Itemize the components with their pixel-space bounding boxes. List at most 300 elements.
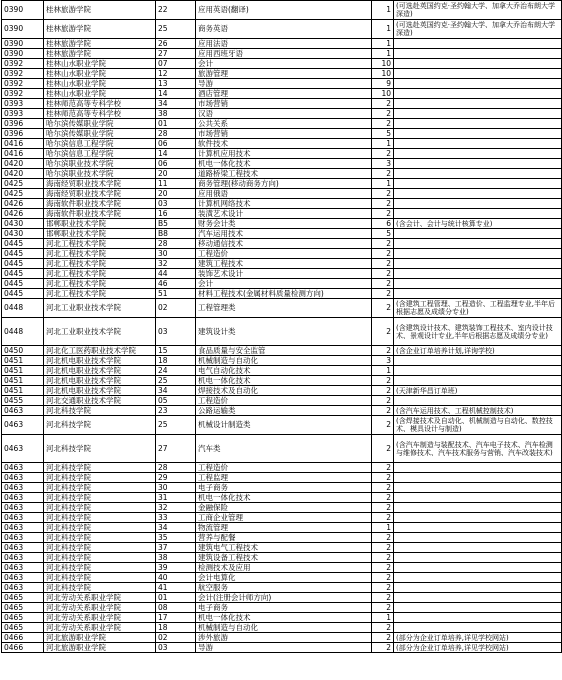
note-cell (394, 523, 562, 533)
school-name-cell: 河北工程技术学院 (44, 269, 156, 279)
major-code-cell: 34 (156, 523, 196, 533)
quota-cell: 2 (372, 503, 394, 513)
school-name-cell: 海南经贸职业技术学院 (44, 179, 156, 189)
school-code-cell: 0445 (2, 259, 44, 269)
major-name-cell: 机电一体化技术 (196, 159, 372, 169)
school-name-cell: 海南软件职业技术学院 (44, 199, 156, 209)
note-cell (394, 149, 562, 159)
school-code-cell: 0465 (2, 603, 44, 613)
note-cell (394, 139, 562, 149)
school-name-cell: 河北工程技术学院 (44, 259, 156, 269)
quota-cell: 2 (372, 563, 394, 573)
major-code-cell: 24 (156, 366, 196, 376)
school-name-cell: 海南软件职业技术学院 (44, 209, 156, 219)
school-name-cell: 哈尔滨职业技术学院 (44, 169, 156, 179)
major-code-cell: B8 (156, 229, 196, 239)
major-code-cell: 31 (156, 493, 196, 503)
school-name-cell: 河北机电职业技术学院 (44, 386, 156, 396)
school-code-cell: 0430 (2, 219, 44, 229)
quota-cell: 1 (372, 49, 394, 59)
quota-cell: 1 (372, 1, 394, 20)
note-cell (394, 69, 562, 79)
major-code-cell: 38 (156, 109, 196, 119)
quota-cell: 10 (372, 59, 394, 69)
school-name-cell: 桂林师范高等专科学校 (44, 99, 156, 109)
table-row (2, 643, 562, 653)
school-code-cell: 0445 (2, 249, 44, 259)
school-code-cell: 0390 (2, 20, 44, 39)
table-row (2, 613, 562, 623)
school-code-cell: 0426 (2, 209, 44, 219)
quota-cell: 1 (372, 366, 394, 376)
table-row (2, 1, 562, 20)
table-row (2, 463, 562, 473)
table-row (2, 189, 562, 199)
quota-cell: 2 (372, 99, 394, 109)
school-code-cell: 0445 (2, 269, 44, 279)
note-cell (394, 503, 562, 513)
note-cell (394, 89, 562, 99)
quota-cell: 2 (372, 513, 394, 523)
table-row (2, 396, 562, 406)
quota-cell: 5 (372, 229, 394, 239)
school-code-cell: 0392 (2, 89, 44, 99)
major-name-cell: 道路桥梁工程技术 (196, 169, 372, 179)
school-code-cell: 0463 (2, 533, 44, 543)
quota-cell: 2 (372, 119, 394, 129)
school-name-cell: 桂林师范高等专科学校 (44, 109, 156, 119)
table-row (2, 279, 562, 289)
table-row (2, 543, 562, 553)
major-code-cell: 46 (156, 279, 196, 289)
note-cell (394, 269, 562, 279)
note-cell (394, 229, 562, 239)
table-row (2, 473, 562, 483)
quota-cell: 10 (372, 69, 394, 79)
school-name-cell: 桂林山水职业学院 (44, 69, 156, 79)
quota-cell: 1 (372, 523, 394, 533)
major-name-cell: 工程造价 (196, 249, 372, 259)
school-name-cell: 河北科技学院 (44, 533, 156, 543)
major-code-cell: 16 (156, 209, 196, 219)
school-code-cell: 0448 (2, 299, 44, 318)
major-name-cell: 会计(注册会计师方向) (196, 593, 372, 603)
school-code-cell: 0463 (2, 573, 44, 583)
major-name-cell: 电子商务 (196, 603, 372, 613)
major-code-cell: 18 (156, 356, 196, 366)
quota-cell: 2 (372, 435, 394, 463)
major-name-cell: 应用法语 (196, 39, 372, 49)
major-name-cell: 电子商务 (196, 483, 372, 493)
note-cell: (含汽车制造与装配技术、汽车电子技术、汽车检测与维修技术、汽车技术服务与营销、汽车改装技术) (394, 435, 562, 463)
note-cell (394, 109, 562, 119)
major-name-cell: 酒店管理 (196, 89, 372, 99)
quota-cell: 2 (372, 259, 394, 269)
major-name-cell: 建筑设备工程技术 (196, 553, 372, 563)
note-cell: (可选赴英国约克·圣约翰大学、加拿大乔治布朗大学深造) (394, 20, 562, 39)
major-name-cell: 计算机应用技术 (196, 149, 372, 159)
quota-cell: 2 (372, 169, 394, 179)
school-name-cell: 河北科技学院 (44, 503, 156, 513)
major-name-cell: 食品质量与安全监管 (196, 346, 372, 356)
note-cell: (可选赴英国约克·圣约翰大学、加拿大乔治布朗大学深造) (394, 1, 562, 20)
school-code-cell: 0390 (2, 49, 44, 59)
table-row (2, 376, 562, 386)
table-row (2, 366, 562, 376)
table-row (2, 356, 562, 366)
school-name-cell: 河北劳动关系职业学院 (44, 613, 156, 623)
school-name-cell: 河北劳动关系职业学院 (44, 603, 156, 613)
school-code-cell: 0465 (2, 593, 44, 603)
school-name-cell: 河北科技学院 (44, 523, 156, 533)
quota-cell: 2 (372, 643, 394, 653)
major-code-cell: 38 (156, 553, 196, 563)
major-code-cell: 28 (156, 463, 196, 473)
table-body (2, 1, 562, 653)
major-name-cell: 机械制造与自动化 (196, 623, 372, 633)
quota-cell: 9 (372, 79, 394, 89)
note-cell (394, 259, 562, 269)
major-name-cell: 导游 (196, 79, 372, 89)
school-code-cell: 0466 (2, 633, 44, 643)
school-name-cell: 哈尔滨职业技术学院 (44, 159, 156, 169)
major-code-cell: 33 (156, 513, 196, 523)
quota-cell: 2 (372, 199, 394, 209)
major-code-cell: 14 (156, 149, 196, 159)
school-code-cell: 0425 (2, 179, 44, 189)
major-code-cell: 40 (156, 573, 196, 583)
note-cell: (部分为企业订单培养,详见学校网站) (394, 643, 562, 653)
major-code-cell: 03 (156, 318, 196, 346)
table-row (2, 249, 562, 259)
table-row (2, 79, 562, 89)
school-name-cell: 河北机电职业技术学院 (44, 356, 156, 366)
major-code-cell: 06 (156, 139, 196, 149)
school-name-cell: 河北科技学院 (44, 416, 156, 435)
table-row (2, 533, 562, 543)
school-name-cell: 河北科技学院 (44, 463, 156, 473)
note-cell (394, 603, 562, 613)
major-code-cell: 22 (156, 1, 196, 20)
major-code-cell: 51 (156, 289, 196, 299)
school-code-cell: 0390 (2, 1, 44, 20)
major-code-cell: 34 (156, 386, 196, 396)
table-row (2, 346, 562, 356)
school-code-cell: 0393 (2, 109, 44, 119)
school-code-cell: 0463 (2, 503, 44, 513)
major-name-cell: 检测技术及应用 (196, 563, 372, 573)
table-row (2, 553, 562, 563)
major-name-cell: 机械制造与自动化 (196, 356, 372, 366)
school-code-cell: 0393 (2, 99, 44, 109)
note-cell (394, 159, 562, 169)
major-code-cell: 23 (156, 406, 196, 416)
school-code-cell: 0445 (2, 289, 44, 299)
school-name-cell: 桂林山水职业学院 (44, 79, 156, 89)
quota-cell: 2 (372, 553, 394, 563)
school-code-cell: 0392 (2, 79, 44, 89)
table-row (2, 406, 562, 416)
note-cell: (含建筑工程管理、工程造价、工程监理专业,半年后根据志愿及成绩分专业) (394, 299, 562, 318)
note-cell (394, 533, 562, 543)
note-cell (394, 563, 562, 573)
note-cell: (含汽车运用技术、工程机械控制技术) (394, 406, 562, 416)
major-name-cell: 航空服务 (196, 583, 372, 593)
school-name-cell: 哈尔滨传媒职业学院 (44, 129, 156, 139)
note-cell (394, 199, 562, 209)
school-name-cell: 海南经贸职业技术学院 (44, 189, 156, 199)
table-row (2, 149, 562, 159)
note-cell (394, 189, 562, 199)
note-cell (394, 79, 562, 89)
note-cell (394, 99, 562, 109)
note-cell (394, 169, 562, 179)
table-row (2, 603, 562, 613)
major-code-cell: 20 (156, 189, 196, 199)
note-cell: (含会计、会计与统计核算专业) (394, 219, 562, 229)
table-row (2, 493, 562, 503)
major-name-cell: 材料工程技术(金属材料质量检测方向) (196, 289, 372, 299)
major-code-cell: 28 (156, 239, 196, 249)
major-code-cell: 08 (156, 603, 196, 613)
quota-cell: 1 (372, 613, 394, 623)
major-code-cell: 44 (156, 269, 196, 279)
school-code-cell: 0465 (2, 623, 44, 633)
quota-cell: 6 (372, 219, 394, 229)
quota-cell: 2 (372, 269, 394, 279)
school-code-cell: 0420 (2, 159, 44, 169)
quota-cell: 2 (372, 493, 394, 503)
school-name-cell: 河北工程技术学院 (44, 249, 156, 259)
school-code-cell: 0465 (2, 613, 44, 623)
table-row (2, 20, 562, 39)
table-row (2, 318, 562, 346)
major-name-cell: 工程监理 (196, 473, 372, 483)
school-name-cell: 河北科技学院 (44, 493, 156, 503)
major-name-cell: 应用西班牙语 (196, 49, 372, 59)
school-code-cell: 0463 (2, 583, 44, 593)
school-code-cell: 0416 (2, 149, 44, 159)
major-code-cell: 03 (156, 199, 196, 209)
note-cell (394, 59, 562, 69)
school-name-cell: 河北科技学院 (44, 406, 156, 416)
note-cell (394, 583, 562, 593)
major-code-cell: 01 (156, 593, 196, 603)
table-row (2, 169, 562, 179)
note-cell (394, 593, 562, 603)
major-name-cell: 焊接技术及自动化 (196, 386, 372, 396)
table-row (2, 299, 562, 318)
school-name-cell: 河北科技学院 (44, 543, 156, 553)
major-code-cell: 05 (156, 396, 196, 406)
major-name-cell: 汽车运用技术 (196, 229, 372, 239)
quota-cell: 1 (372, 39, 394, 49)
quota-cell: 2 (372, 543, 394, 553)
table-row (2, 269, 562, 279)
major-name-cell: 会计电算化 (196, 573, 372, 583)
school-code-cell: 0466 (2, 643, 44, 653)
major-name-cell: 市场营销 (196, 129, 372, 139)
school-name-cell: 河北科技学院 (44, 483, 156, 493)
major-name-cell: 工程造价 (196, 396, 372, 406)
note-cell (394, 279, 562, 289)
school-name-cell: 邯郸职业技术学院 (44, 229, 156, 239)
table-row (2, 109, 562, 119)
school-code-cell: 0396 (2, 129, 44, 139)
table-row (2, 49, 562, 59)
school-code-cell: 0445 (2, 279, 44, 289)
major-name-cell: 机电一体化技术 (196, 376, 372, 386)
major-code-cell: 14 (156, 89, 196, 99)
note-cell (394, 49, 562, 59)
quota-cell: 2 (372, 533, 394, 543)
table-row (2, 229, 562, 239)
school-name-cell: 河北工业职业技术学院 (44, 299, 156, 318)
quota-cell: 2 (372, 376, 394, 386)
major-name-cell: 应用俄语 (196, 189, 372, 199)
table-row (2, 129, 562, 139)
school-name-cell: 河北劳动关系职业学院 (44, 593, 156, 603)
school-code-cell: 0426 (2, 199, 44, 209)
major-name-cell: 涉外旅游 (196, 633, 372, 643)
table-row (2, 503, 562, 513)
major-code-cell: 02 (156, 299, 196, 318)
major-name-cell: 计算机网络技术 (196, 199, 372, 209)
school-code-cell: 0463 (2, 523, 44, 533)
note-cell (394, 376, 562, 386)
major-code-cell: 30 (156, 483, 196, 493)
note-cell (394, 623, 562, 633)
school-name-cell: 河北科技学院 (44, 553, 156, 563)
major-code-cell: 25 (156, 376, 196, 386)
note-cell (394, 39, 562, 49)
major-code-cell: 11 (156, 179, 196, 189)
note-cell (394, 179, 562, 189)
major-name-cell: 市场营销 (196, 99, 372, 109)
note-cell: (含焊接技术及自动化、机械制造与自动化、数控技术、模具设计与制造) (394, 416, 562, 435)
school-code-cell: 0396 (2, 119, 44, 129)
major-name-cell: 软件技术 (196, 139, 372, 149)
school-name-cell: 河北工程技术学院 (44, 289, 156, 299)
major-name-cell: 会计 (196, 59, 372, 69)
table-row (2, 563, 562, 573)
table-row (2, 523, 562, 533)
major-name-cell: 工程造价 (196, 463, 372, 473)
major-code-cell: 26 (156, 39, 196, 49)
school-code-cell: 0463 (2, 513, 44, 523)
quota-cell: 2 (372, 396, 394, 406)
major-name-cell: 应用英语(翻译) (196, 1, 372, 20)
table-row (2, 219, 562, 229)
quota-cell: 2 (372, 623, 394, 633)
quota-cell: 2 (372, 289, 394, 299)
major-name-cell: 建筑电气工程技术 (196, 543, 372, 553)
major-code-cell: 15 (156, 346, 196, 356)
major-name-cell: 汉语 (196, 109, 372, 119)
table-row (2, 623, 562, 633)
table-row (2, 435, 562, 463)
school-name-cell: 河北科技学院 (44, 563, 156, 573)
school-code-cell: 0463 (2, 435, 44, 463)
table-row (2, 386, 562, 396)
table-row (2, 59, 562, 69)
school-code-cell: 0463 (2, 493, 44, 503)
major-code-cell: 03 (156, 643, 196, 653)
school-name-cell: 桂林旅游学院 (44, 1, 156, 20)
school-code-cell: 0451 (2, 386, 44, 396)
major-name-cell: 建筑工程技术 (196, 259, 372, 269)
table-row (2, 119, 562, 129)
major-name-cell: 会计 (196, 279, 372, 289)
major-code-cell: 25 (156, 20, 196, 39)
major-name-cell: 导游 (196, 643, 372, 653)
major-code-cell: 17 (156, 613, 196, 623)
school-code-cell: 0392 (2, 69, 44, 79)
note-cell (394, 209, 562, 219)
school-name-cell: 桂林旅游学院 (44, 20, 156, 39)
major-name-cell: 电气自动化技术 (196, 366, 372, 376)
quota-cell: 10 (372, 89, 394, 99)
school-name-cell: 桂林旅游学院 (44, 49, 156, 59)
major-name-cell: 装潢艺术设计 (196, 209, 372, 219)
school-code-cell: 0425 (2, 189, 44, 199)
table-row (2, 179, 562, 189)
major-name-cell: 商务管理(移动商务方向) (196, 179, 372, 189)
quota-cell: 2 (372, 483, 394, 493)
quota-cell: 2 (372, 406, 394, 416)
quota-cell: 1 (372, 179, 394, 189)
note-cell (394, 543, 562, 553)
note-cell: (含企业订单培养计划,详询学校) (394, 346, 562, 356)
note-cell (394, 289, 562, 299)
school-code-cell: 0463 (2, 563, 44, 573)
major-name-cell: 装饰艺术设计 (196, 269, 372, 279)
major-name-cell: 财务会计类 (196, 219, 372, 229)
enrollment-table (1, 0, 562, 653)
school-code-cell: 0420 (2, 169, 44, 179)
major-code-cell: 12 (156, 69, 196, 79)
school-name-cell: 桂林山水职业学院 (44, 89, 156, 99)
note-cell (394, 473, 562, 483)
school-code-cell: 0450 (2, 346, 44, 356)
quota-cell: 2 (372, 209, 394, 219)
quota-cell: 2 (372, 249, 394, 259)
major-name-cell: 汽车类 (196, 435, 372, 463)
quota-cell: 2 (372, 239, 394, 249)
school-code-cell: 0463 (2, 463, 44, 473)
school-name-cell: 河北科技学院 (44, 583, 156, 593)
table-row (2, 289, 562, 299)
school-name-cell: 哈尔滨信息工程学院 (44, 149, 156, 159)
table-row (2, 209, 562, 219)
quota-cell: 2 (372, 593, 394, 603)
note-cell (394, 513, 562, 523)
table-row (2, 39, 562, 49)
note-cell (394, 483, 562, 493)
note-cell (394, 463, 562, 473)
school-code-cell: 0390 (2, 39, 44, 49)
quota-cell: 3 (372, 159, 394, 169)
school-name-cell: 河北工程技术学院 (44, 279, 156, 289)
major-code-cell: 35 (156, 533, 196, 543)
note-cell (394, 239, 562, 249)
table-row (2, 89, 562, 99)
major-name-cell: 机电一体化技术 (196, 613, 372, 623)
table-row (2, 259, 562, 269)
table-row (2, 69, 562, 79)
table-row (2, 633, 562, 643)
quota-cell: 2 (372, 583, 394, 593)
